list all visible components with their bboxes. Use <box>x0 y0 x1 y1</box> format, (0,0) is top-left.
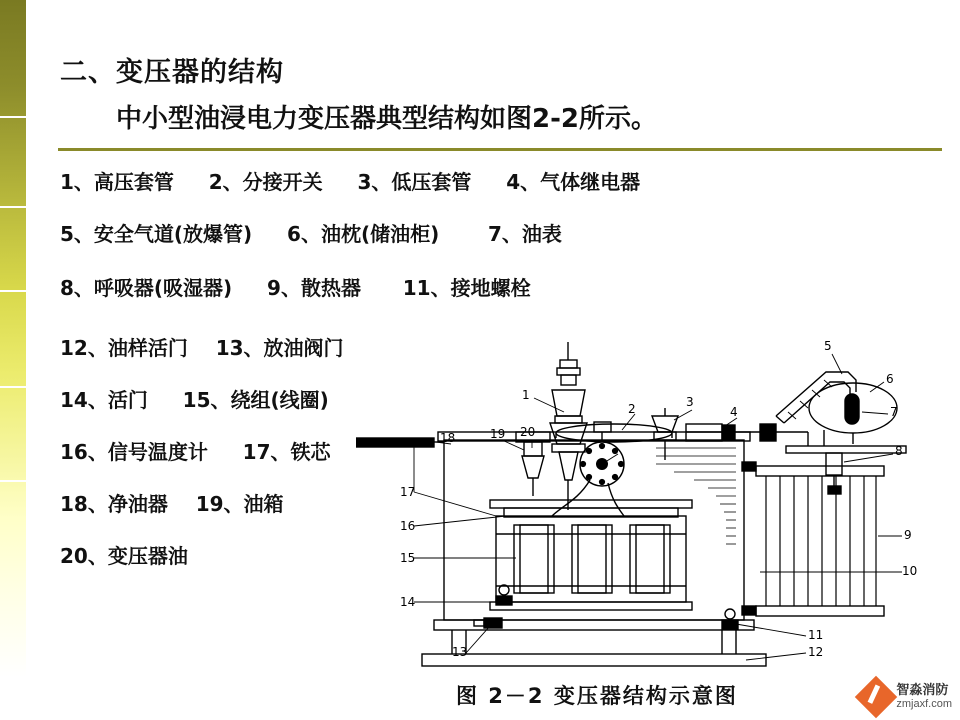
svg-text:19: 19 <box>490 427 506 441</box>
watermark-title: 智淼消防 <box>896 682 949 698</box>
legend-item: 20、变压器油 <box>60 544 188 568</box>
watermark <box>861 682 952 712</box>
decorative-left-gradient-bar <box>0 0 26 720</box>
legend-item: 18、净油器 <box>60 492 168 516</box>
svg-text:6: 6 <box>886 372 894 386</box>
svg-text:20: 20 <box>520 425 536 439</box>
svg-text:17: 17 <box>400 485 416 499</box>
watermark-subtitle: zmjaxf.com <box>896 698 952 711</box>
legend-item: 17、铁芯 <box>242 440 331 464</box>
legend-item: 9、散热器 <box>267 276 361 300</box>
slide-title-block <box>60 50 920 135</box>
list-item <box>60 540 188 569</box>
transformer-diagram <box>356 320 960 710</box>
slide-content <box>26 0 960 720</box>
svg-text:16: 16 <box>400 519 416 533</box>
legend-item: 8、呼吸器(吸湿器) <box>60 276 233 300</box>
legend-item: 16、信号温度计 <box>60 440 208 464</box>
figure-caption: 图 2－2 变压器结构示意图 <box>456 684 738 708</box>
svg-text:8: 8 <box>895 444 903 458</box>
svg-text:18: 18 <box>440 431 456 445</box>
legend-item: 11、接地螺栓 <box>402 276 531 300</box>
legend-item: 12、油样活门 <box>60 336 188 360</box>
list-item <box>60 218 562 247</box>
list-item <box>60 384 329 413</box>
legend-item: 1、高压套管 <box>60 170 174 194</box>
svg-text:3: 3 <box>686 395 694 409</box>
svg-text:2: 2 <box>628 402 636 416</box>
legend-item: 4、气体继电器 <box>506 170 641 194</box>
svg-text:5: 5 <box>824 339 832 353</box>
legend-item: 6、油枕(储油柜) <box>287 222 440 246</box>
list-item <box>60 488 284 517</box>
legend-item: 13、放油阀门 <box>215 336 344 360</box>
legend-item: 15、绕组(线圈) <box>182 388 329 412</box>
svg-text:11: 11 <box>808 628 824 642</box>
legend-item: 2、分接开关 <box>208 170 323 194</box>
svg-text:7: 7 <box>890 405 898 419</box>
page-title: 二、变压器的结构 <box>60 57 284 88</box>
svg-text:15: 15 <box>400 551 416 565</box>
list-item <box>60 166 640 195</box>
svg-text:4: 4 <box>730 405 738 419</box>
svg-text:13: 13 <box>452 645 468 659</box>
title-divider <box>58 148 942 151</box>
list-item <box>60 272 531 301</box>
page-subtitle: 中小型油浸电力变压器典型结构如图2-2所示。 <box>116 104 657 134</box>
legend-item: 3、低压套管 <box>357 170 472 194</box>
list-item <box>60 332 344 361</box>
svg-text:1: 1 <box>522 388 530 402</box>
svg-text:10: 10 <box>902 564 918 578</box>
svg-text:12: 12 <box>808 645 824 659</box>
svg-text:9: 9 <box>904 528 912 542</box>
legend-item: 14、活门 <box>60 388 148 412</box>
legend-item: 5、安全气道(放爆管) <box>60 222 253 246</box>
list-item <box>60 436 331 465</box>
legend-item: 7、油表 <box>487 222 562 246</box>
svg-text:14: 14 <box>400 595 416 609</box>
legend-item: 19、油箱 <box>195 492 284 516</box>
brand-logo-icon <box>855 676 897 718</box>
